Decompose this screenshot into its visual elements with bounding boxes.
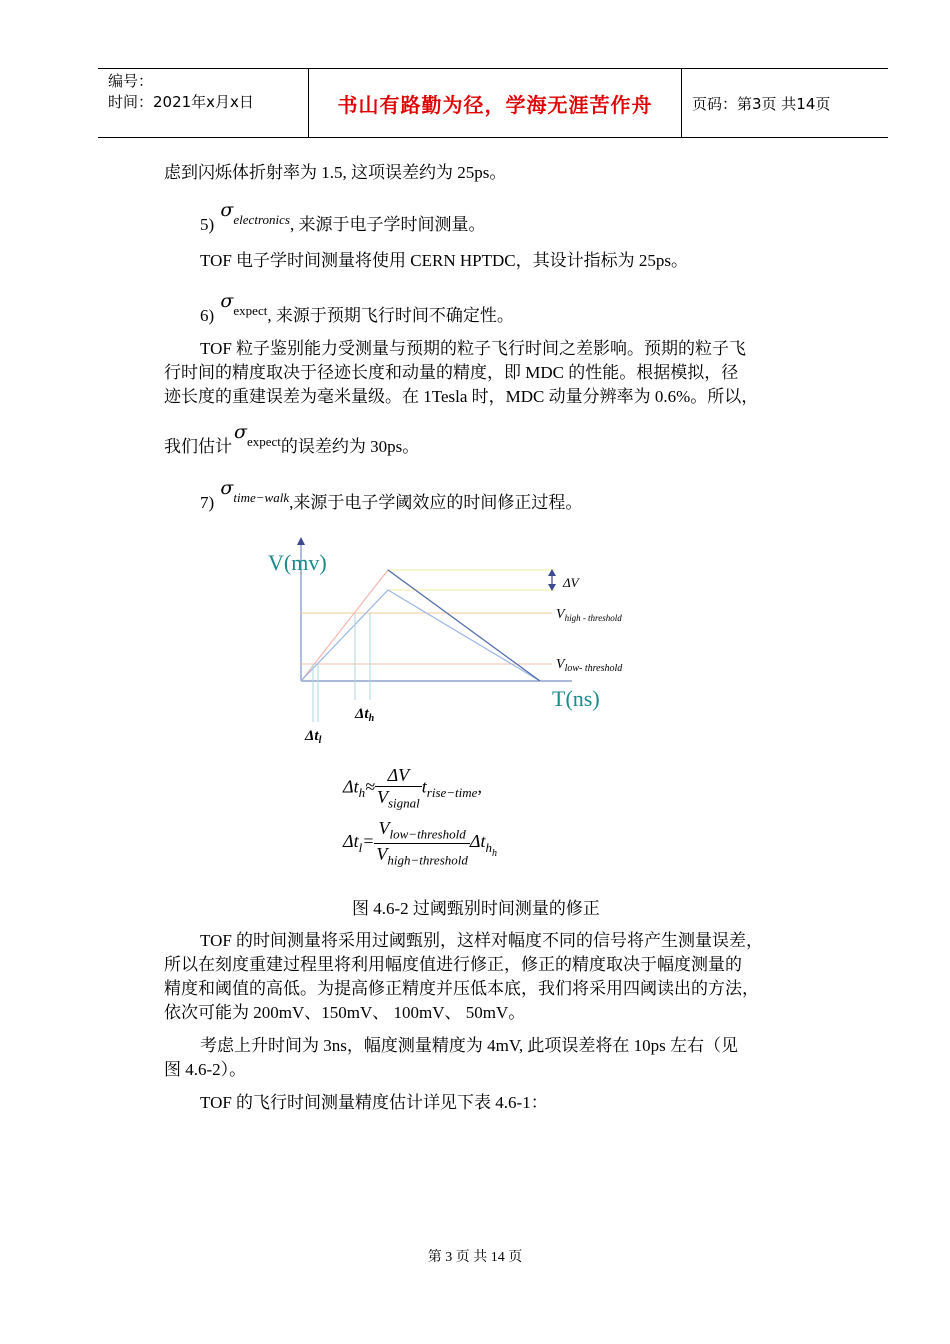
item-5-text: , 来源于电子学时间测量。 bbox=[289, 215, 486, 234]
item-6-number: 6) bbox=[200, 306, 215, 325]
x-axis-label: T(ns) bbox=[552, 686, 600, 711]
item-5-subscript: electronics bbox=[233, 212, 290, 227]
item-5-number: 5) bbox=[200, 215, 215, 234]
paragraph-2: TOF 电子学时间测量将使用 CERN HPTDC，其设计指标为 25ps。 bbox=[200, 251, 688, 270]
paragraph-3-line-3: 迹长度的重建误差为毫米量级。在 1Tesla 时，MDC 动量分辨率为 0.6%。所以， bbox=[164, 387, 759, 406]
motto-text: 书山有路勤为径，学海无涯苦作舟 bbox=[337, 92, 653, 117]
page-info-text: 页码：第3页 共14页 bbox=[692, 94, 831, 113]
eq2-rhs: Δt bbox=[469, 831, 486, 852]
eq2-den-main: V bbox=[376, 843, 388, 864]
v-high-label bbox=[556, 607, 622, 623]
p3-line-4-subscript: expect bbox=[246, 434, 281, 449]
v-low-sub: low- threshold bbox=[564, 663, 623, 674]
sigma-symbol: σ bbox=[220, 199, 234, 221]
eq1-tail: , bbox=[477, 776, 482, 797]
eq1-op: ≈ bbox=[365, 776, 375, 797]
sigma-symbol: σ bbox=[220, 477, 234, 499]
eq1-numerator: ΔV bbox=[375, 765, 422, 787]
item-7-subscript: time−walk bbox=[233, 490, 290, 505]
p3-line-4-start: 我们估计 bbox=[164, 437, 232, 456]
v-low-main: V bbox=[556, 657, 565, 672]
eq1-den-main: V bbox=[376, 787, 388, 807]
paragraph-1: 虑到闪烁体折射率为 1.5, 这项误差约为 25ps。 bbox=[164, 163, 507, 182]
dt-l-sub: l bbox=[318, 735, 322, 746]
paragraph-4-line-3: 精度和阈值的高低。为提高修正精度并压低本底，我们将采用四阈读出的方法， bbox=[164, 979, 759, 998]
dt-h-sub: h bbox=[368, 713, 375, 724]
item-6-subscript: expect bbox=[233, 303, 268, 318]
item-6-text: , 来源于预期飞行时间不确定性。 bbox=[267, 306, 514, 325]
v-high-sub: high - threshold bbox=[564, 613, 622, 623]
item-7-text: ,来源于电子学阈效应的时间修正过程。 bbox=[289, 493, 583, 512]
eq2-numerator bbox=[374, 818, 470, 844]
y-axis-label: V(mv) bbox=[268, 550, 327, 575]
eq2-num-main: V bbox=[378, 818, 390, 838]
header-number: 编号： bbox=[108, 72, 154, 90]
eq1-den-sub: signal bbox=[387, 795, 420, 811]
sigma-symbol: σ bbox=[220, 290, 234, 312]
paragraph-4-line-4: 依次可能为 200mV、150mV、 100mV、 50mV。 bbox=[164, 1003, 526, 1022]
paragraph-4-line-2: 所以在刻度重建过程里将利用幅度值进行修正，修正的精度取决于幅度测量的 bbox=[164, 955, 742, 974]
dt-l-main: Δt bbox=[305, 728, 319, 744]
p3-line-4-end: 的误差约为 30ps。 bbox=[280, 437, 420, 456]
paragraph-4-line-1: TOF 的时间测量将采用过阈甄别，这样对幅度不同的信号将产生测量误差， bbox=[200, 931, 764, 950]
eq2-lhs-sub: l bbox=[358, 839, 363, 855]
dt-h-main: Δt bbox=[355, 706, 369, 722]
dt-h-label bbox=[354, 706, 375, 724]
paragraph-3-line-2: 行时间的精度取决于径迹长度和动量的精度，即 MDC 的性能。根据模拟，径 bbox=[164, 363, 739, 382]
v-low-label bbox=[556, 657, 623, 674]
equation-2 bbox=[343, 818, 497, 868]
paragraph-5-line-1: 考虑上升时间为 3ns，幅度测量精度为 4mV, 此项误差将在 10ps 左右（见 bbox=[200, 1036, 739, 1055]
eq2-denominator bbox=[374, 844, 470, 869]
eq1-rhs-sub: rise−time bbox=[426, 785, 478, 801]
eq1-denominator bbox=[375, 787, 422, 812]
paragraph-6: TOF 的飞行时间测量精度估计详见下表 4.6-1： bbox=[200, 1093, 548, 1112]
eq2-fraction bbox=[374, 818, 470, 868]
v-high-main: V bbox=[556, 607, 565, 622]
y-axis-arrow bbox=[297, 537, 305, 545]
paragraph-3-line-1: TOF 粒子鉴别能力受测量与预期的粒子飞行时间之差影响。预期的粒子飞 bbox=[200, 339, 747, 358]
figure-caption: 图 4.6-2 过阈甄别时间测量的修正 bbox=[352, 899, 600, 918]
sigma-symbol: σ bbox=[234, 421, 247, 443]
eq2-op: = bbox=[362, 831, 375, 852]
delta-v-label: ΔV bbox=[563, 575, 579, 590]
eq1-fraction bbox=[375, 765, 422, 812]
equation-1 bbox=[343, 765, 482, 812]
paragraph-5-line-2: 图 4.6-2）。 bbox=[164, 1060, 247, 1079]
eq2-den-sub: high−threshold bbox=[387, 852, 468, 868]
header-time: 时间：2021年x月x日 bbox=[108, 93, 254, 111]
page-footer: 第 3 页 共 14 页 bbox=[427, 1250, 523, 1265]
eq2-num-sub: low−threshold bbox=[389, 826, 466, 842]
dt-l-label bbox=[304, 728, 322, 746]
eq1-rhs: t bbox=[421, 776, 427, 797]
eq2-lhs: Δt bbox=[343, 831, 359, 852]
eq2-rhs-subsub: h bbox=[491, 847, 497, 859]
eq1-lhs-sub: h bbox=[358, 785, 366, 801]
eq1-lhs: Δt bbox=[343, 776, 359, 797]
eq2-rhs-sub: h bbox=[485, 839, 492, 855]
item-7-number: 7) bbox=[200, 493, 215, 512]
